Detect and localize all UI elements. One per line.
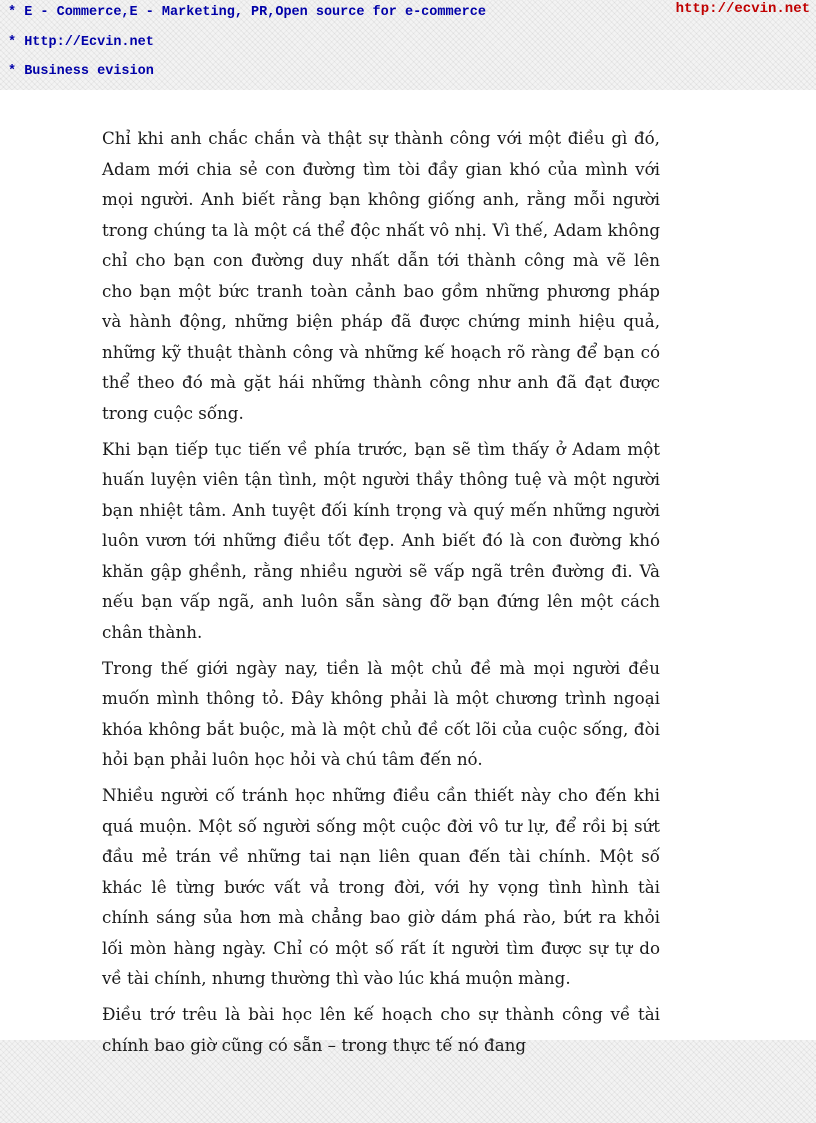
header-site-link: * Http://Ecvin.net <box>8 35 154 50</box>
paragraph: Chỉ khi anh chắc chắn và thật sự thành công với một điều gì đó, Adam mới chia sẻ con đường tìm tòi đầy gian khó của mình với mọi người. Anh biết rằng bạn không giống anh, rằng mỗi người trong chúng ta là một cá thể độc nhất vô nhị. Vì thế, Adam không chỉ cho bạn con đường duy nhất dẫn tới thành công mà vẽ lên cho bạn một bức tranh toàn cảnh bao gồm những phương pháp và hành động, những biện pháp đã được chứng minh hiệu quả, những kỹ thuật thành công và những kế hoạch rõ ràng để bạn có thể theo đó mà gặt hái những thành công như anh đã đạt được trong cuộc sống. <box>102 128 660 423</box>
header-business-line: * Business evision <box>8 64 154 79</box>
paragraph: Nhiều người cố tránh học những điều cần thiết này cho đến khi quá muộn. Một số người sống một cuộc đời vô tư lự, để rồi bị sứt đầu mẻ trán về những tai nạn liên quan đến tài chính. Một số khác lê từng bước vất vả trong đời, với hy vọng tình hình tài chính sáng sủa hơn mà chẳng bao giờ dám phá rào, bứt ra khỏi lối mòn hàng ngày. Chỉ có một số rất ít người tìm được sự tự do về tài chính, nhưng thường thì vào lúc khá muộn màng. <box>102 785 660 988</box>
paragraph: Điều trớ trêu là bài học lên kế hoạch cho sự thành công về tài chính bao giờ cũng có sẵn – trong thực tế nó đang <box>102 1004 660 1055</box>
header-tagline: * E - Commerce,E - Marketing, PR,Open source for e-commerce <box>8 5 486 20</box>
paragraph: Trong thế giới ngày nay, tiền là một chủ đề mà mọi người đều muốn mình thông tỏ. Đây không phải là một chương trình ngoại khóa không bắt buộc, mà là một chủ đề cốt lõi của cuộc sống, đòi hỏi bạn phải luôn học hỏi và chú tâm đến nó. <box>102 657 660 769</box>
header-url: http://ecvin.net <box>675 1 810 17</box>
paragraph: Khi bạn tiếp tục tiến về phía trước, bạn sẽ tìm thấy ở Adam một huấn luyện viên tận tình, một người thầy thông tuệ và một người bạn nhiệt tâm. Anh tuyệt đối kính trọng và quý mến những người luôn vươn tới những điều tốt đẹp. Anh biết đó là con đường khó khăn gập ghềnh, rằng nhiều người sẽ vấp ngã trên đường đi. Và nếu bạn vấp ngã, anh luôn sẵn sàng đỡ bạn đứng lên một cách chân thành. <box>102 438 660 642</box>
document-body <box>102 123 660 1066</box>
